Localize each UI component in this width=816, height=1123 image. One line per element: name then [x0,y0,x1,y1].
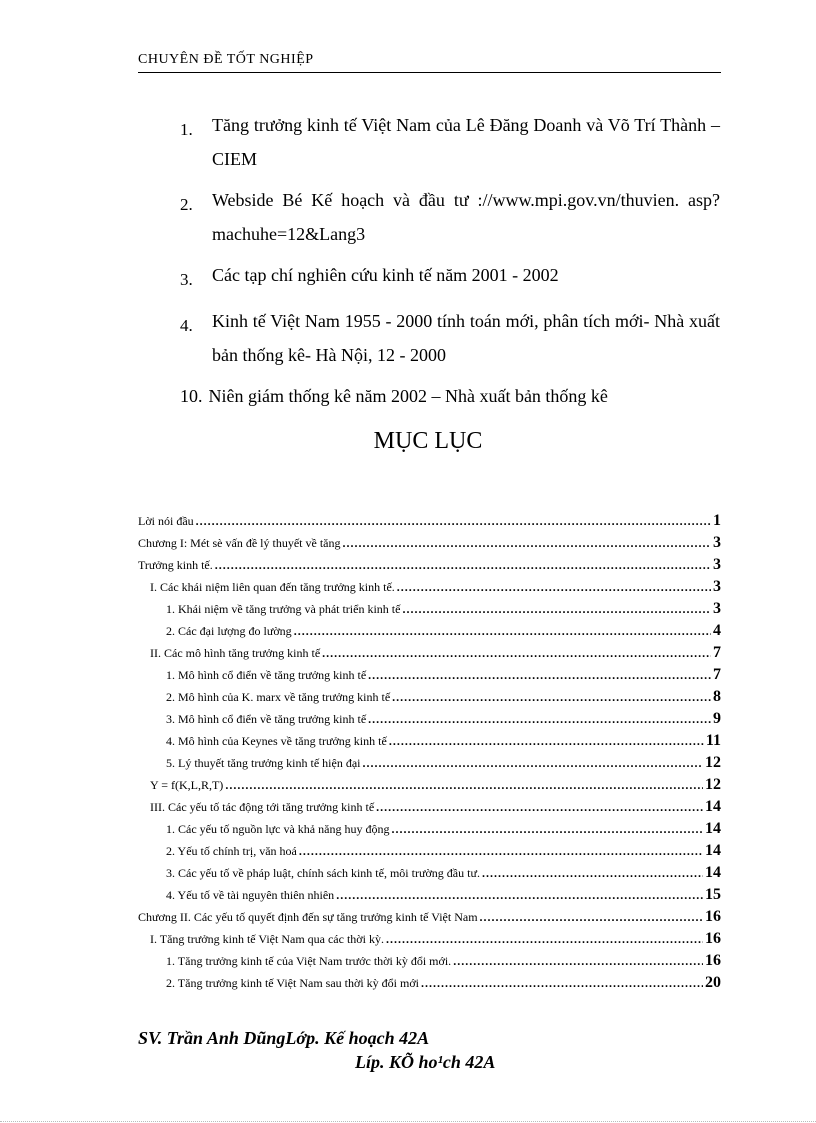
toc-leader-dots [386,928,703,950]
toc-entry-label: III. Các yếu tố tác động tới tăng trưởng kinh tế [150,800,375,814]
toc-entry-page: 3 [713,578,721,595]
toc-entry-label: Trưởng kinh tế. [138,558,213,572]
table-of-contents [138,510,721,994]
toc-entry-label: 2. Yếu tố chính trị, văn hoá [166,844,297,858]
reference-item [180,183,720,251]
toc-entry-page: 16 [705,908,721,925]
page-bottom-divider [0,1121,816,1122]
toc-entry-label: 4. Yếu tố về tài nguyên thiên nhiên [166,888,335,902]
reference-text: Niên giám thống kê năm 2002 – Nhà xuất bản thống kê [208,386,608,406]
toc-entry-page: 16 [705,930,721,947]
footer-class-line: Líp. KÕ ho¹ch 42A [355,1052,496,1072]
toc-entry [138,532,721,554]
toc-entry [138,928,721,950]
toc-entry-page: 14 [705,798,721,815]
toc-entry-label: Chương I: Mét sè vấn đề lý thuyết về tăng [138,536,341,550]
reference-text: Webside Bé Kế hoạch và đầu tư ://www.mpi.gov.vn/thuvien. asp?machuhe=12&Lang3 [212,190,720,244]
toc-entry [138,796,721,818]
toc-leader-dots [196,510,711,532]
toc-entry [138,774,721,796]
reference-number: 2. [180,195,193,214]
toc-title: MỤC LỤC [373,428,483,454]
toc-entry-page: 16 [705,952,721,969]
toc-entry [138,686,721,708]
toc-leader-dots [215,554,711,576]
toc-entry-label: 5. Lý thuyết tăng trưởng kinh tế hiện đại [166,756,361,770]
toc-leader-dots [336,884,703,906]
toc-entry-label: 1. Khái niệm về tăng trưởng và phát triển kinh tế [166,602,401,616]
toc-leader-dots [480,906,703,928]
reference-item [180,379,720,413]
toc-entry-page: 11 [705,732,721,749]
toc-entry [138,730,721,752]
toc-leader-dots [376,796,703,818]
toc-entry-page: 14 [705,842,721,859]
toc-entry-label: 3. Mô hình cổ điển về tăng trưởng kinh tế [166,712,367,726]
toc-entry-page: 12 [705,754,721,771]
toc-entry-page: 12 [705,776,721,793]
toc-entry-label: 1. Các yếu tố nguồn lực và khả năng huy động [166,822,390,836]
toc-entry [138,906,721,928]
toc-entry [138,950,721,972]
toc-entry [138,642,721,664]
toc-entry-page: 8 [713,688,721,705]
reference-item [180,258,720,297]
toc-entry-page: 7 [713,666,721,683]
toc-entry-label: 2. Các đại lượng đo lường [166,624,292,638]
toc-entry-page: 14 [705,864,721,881]
toc-entry-label: 3. Các yếu tố về pháp luật, chính sách kinh tế, môi trường đầu tư. [166,866,480,880]
toc-entry [138,708,721,730]
toc-entry [138,818,721,840]
toc-leader-dots [397,576,711,598]
toc-entry-label: 1. Tăng trưởng kinh tế của Việt Nam trước thời kỳ đổi mới. [166,954,452,968]
reference-item [180,108,720,176]
toc-leader-dots [421,972,703,994]
toc-entry [138,862,721,884]
reference-number: 3. [180,270,193,289]
toc-leader-dots [482,862,703,884]
toc-entry [138,884,721,906]
page-header-title: CHUYÊN ĐỀ TỐT NGHIỆP [138,52,314,67]
toc-entry-label: I. Các khái niệm liên quan đến tăng trưởng kinh tế. [150,580,395,594]
reference-text: Kinh tế Việt Nam 1955 - 2000 tính toán mới, phân tích mới- Nhà xuất bản thống kê- Hà Nội, 12 - 2000 [212,311,720,365]
reference-number: 1. [180,120,193,139]
toc-entry-page: 4 [713,622,721,639]
toc-entry-page: 3 [713,556,721,573]
toc-entry [138,972,721,994]
toc-leader-dots [225,774,703,796]
toc-entry-label: 4. Mô hình của Keynes về tăng trưởng kinh tế [166,734,387,748]
reference-number: 4. [180,316,193,335]
toc-entry-page: 3 [713,534,721,551]
toc-entry [138,752,721,774]
toc-entry [138,664,721,686]
toc-leader-dots [368,664,711,686]
toc-entry-label: Lời nói đầu [138,514,194,528]
reference-text: Tăng trưởng kinh tế Việt Nam của Lê Đăng Doanh và Võ Trí Thành – CIEM [212,115,720,169]
toc-leader-dots [299,840,703,862]
toc-leader-dots [453,950,703,972]
toc-entry-page: 1 [713,512,721,529]
header-divider [138,72,721,73]
toc-leader-dots [392,686,711,708]
toc-entry [138,554,721,576]
toc-entry [138,510,721,532]
toc-entry [138,576,721,598]
toc-entry [138,598,721,620]
toc-entry-label: II. Các mô hình tăng trưởng kinh tế [150,646,321,660]
toc-entry-label: 2. Tăng trưởng kinh tế Việt Nam sau thời kỳ đổi mới [166,976,420,990]
toc-entry-page: 9 [713,710,721,727]
toc-entry-label: I. Tăng trưởng kinh tế Việt Nam qua các thời kỳ. [150,932,384,946]
toc-entry-page: 7 [713,644,721,661]
toc-entry [138,840,721,862]
toc-entry-page: 20 [705,974,721,991]
toc-entry-page: 3 [713,600,721,617]
reference-item [180,304,720,372]
toc-leader-dots [342,532,711,554]
toc-leader-dots [294,620,711,642]
toc-entry-label: Y = f(K,L,R,T) [150,778,224,792]
reference-list [180,108,720,420]
footer-author-line: SV. Trần Anh DũngLớp. Kế hoạch 42A [138,1028,430,1048]
reference-number: 10. [180,386,203,406]
toc-entry-label: Chương II. Các yếu tố quyết định đến sự tăng trưởng kinh tế Việt Nam [138,910,478,924]
reference-text: Các tạp chí nghiên cứu kinh tế năm 2001 - 2002 [212,265,559,285]
toc-entry-label: 2. Mô hình của K. marx về tăng trưởng kinh tế [166,690,391,704]
toc-entry-label: 1. Mô hình cổ điển về tăng trưởng kinh tế [166,668,367,682]
toc-leader-dots [322,642,711,664]
toc-leader-dots [391,818,703,840]
toc-leader-dots [362,752,703,774]
toc-leader-dots [402,598,711,620]
toc-leader-dots [389,730,704,752]
toc-leader-dots [368,708,711,730]
toc-entry-page: 15 [705,886,721,903]
toc-entry [138,620,721,642]
toc-entry-page: 14 [705,820,721,837]
